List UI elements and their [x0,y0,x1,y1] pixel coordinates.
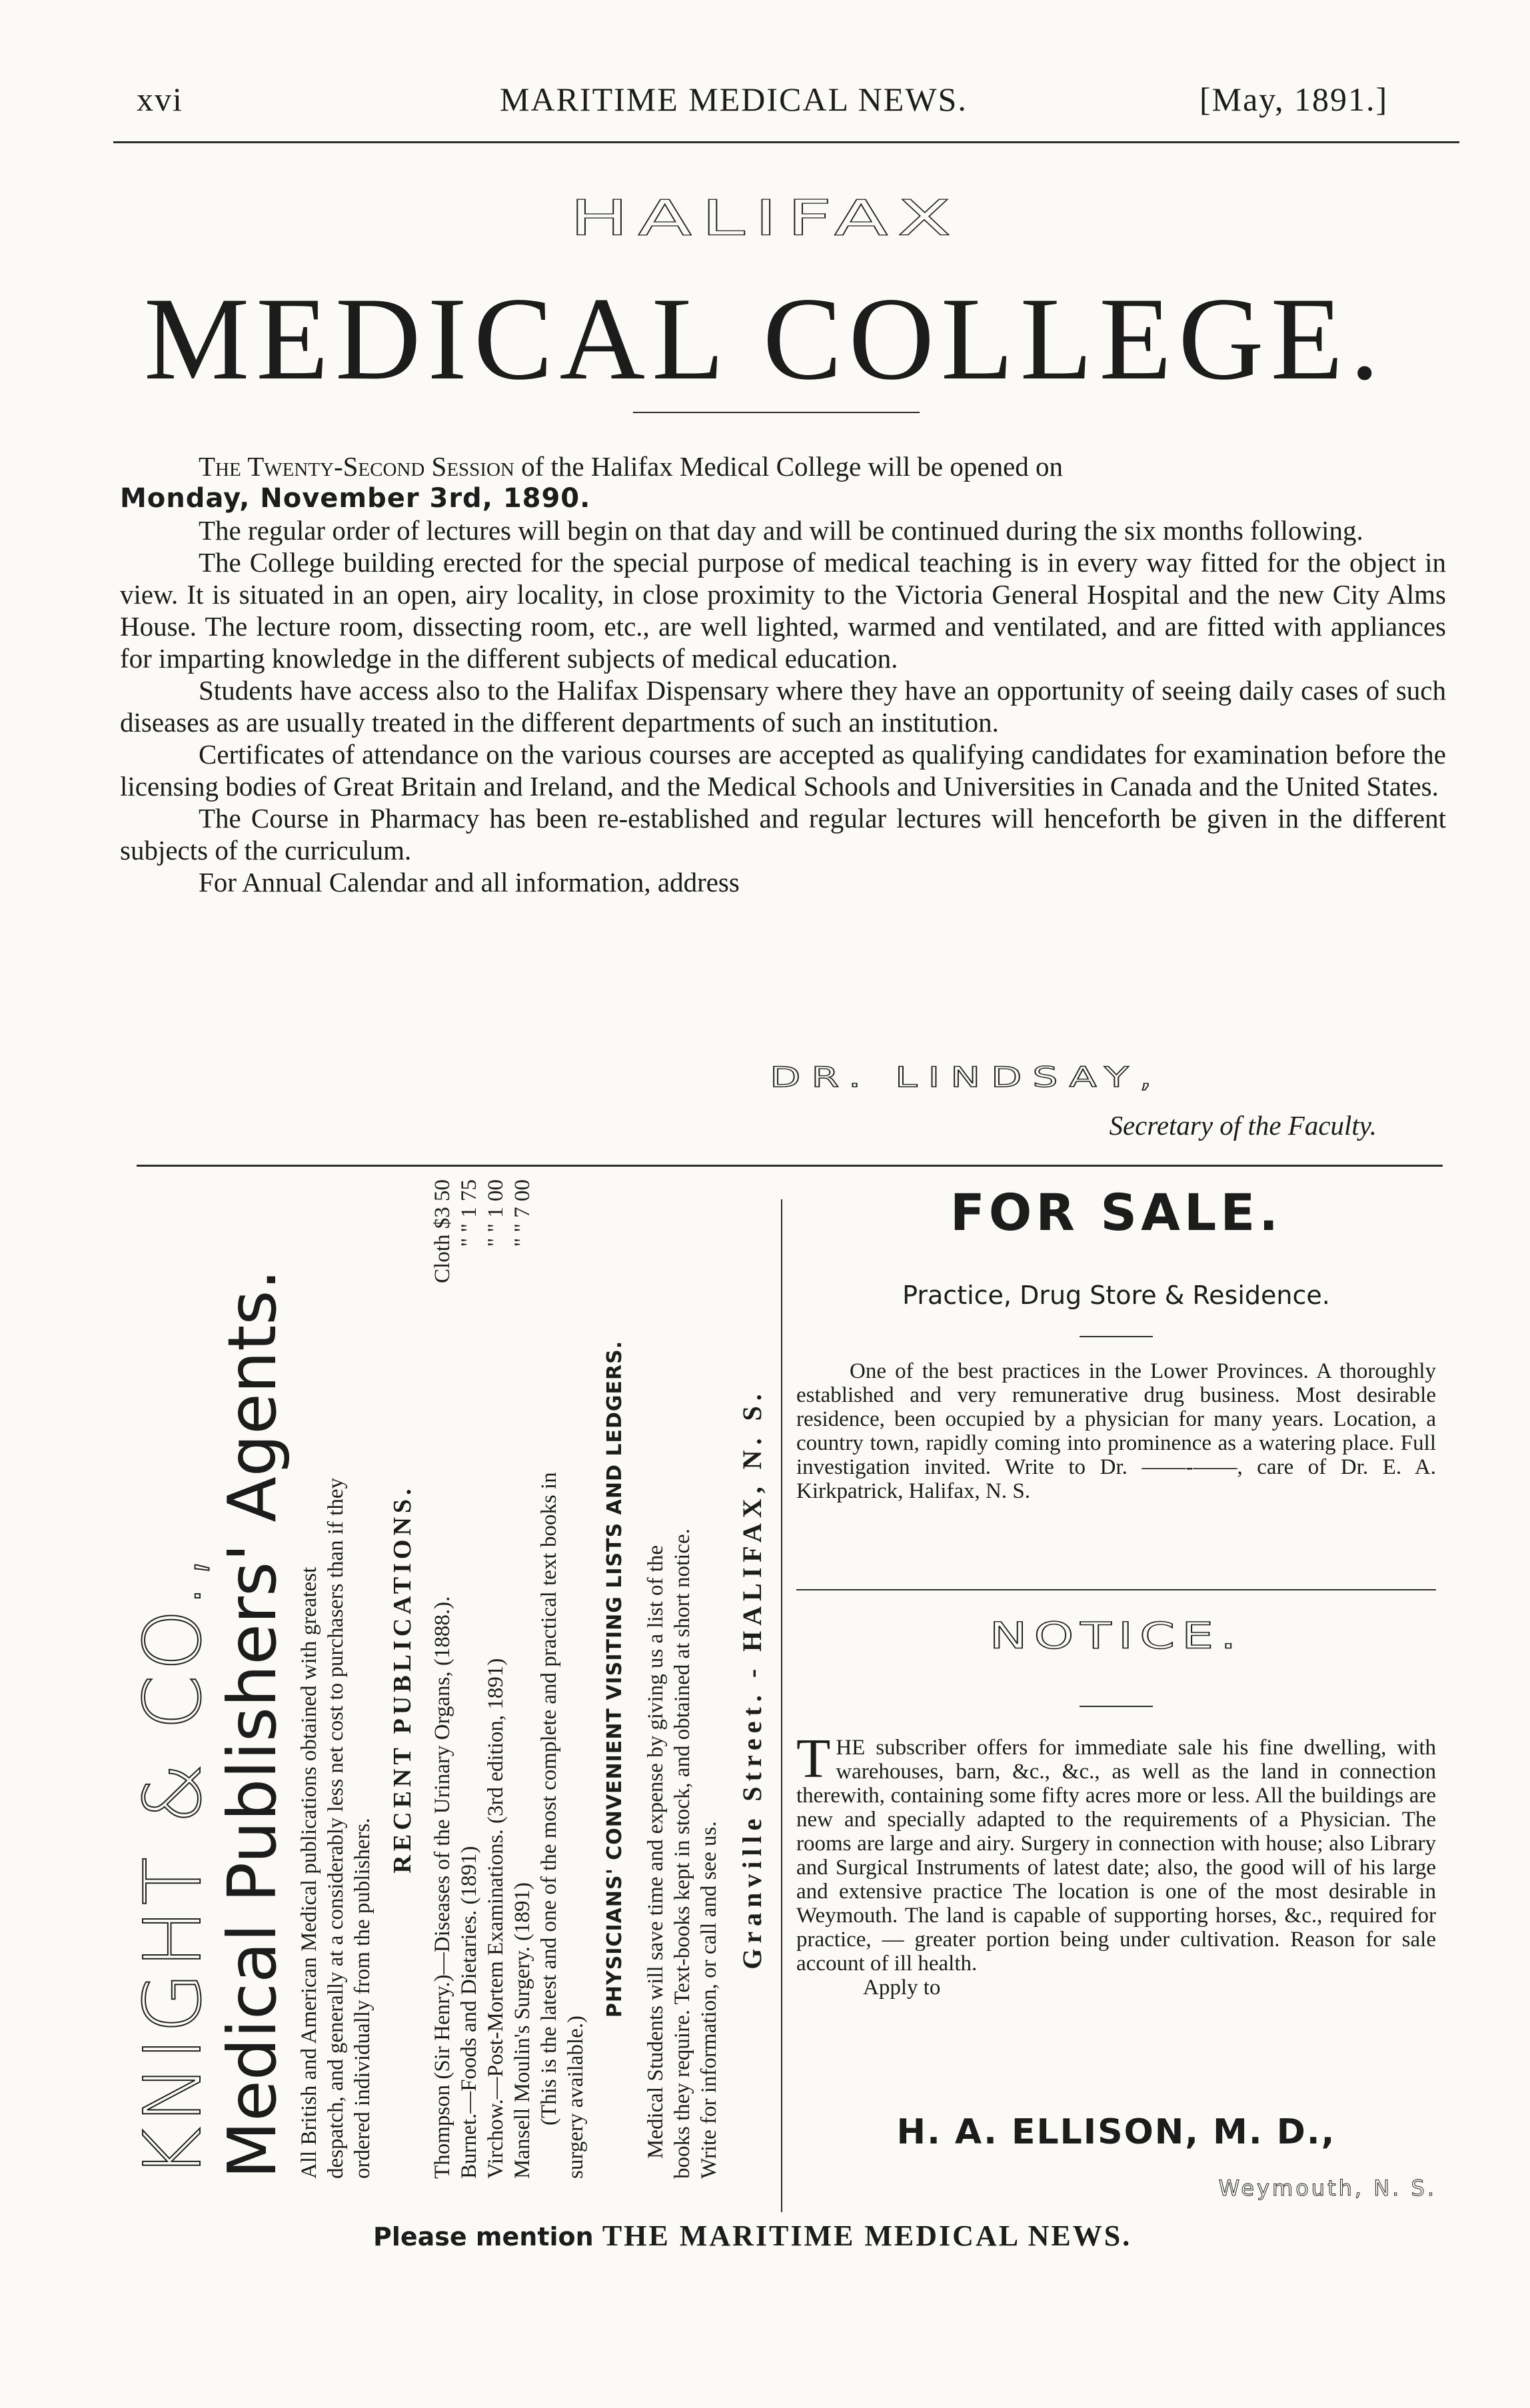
knight-tagline: Medical Publishers' Agents. [213,1269,291,2179]
knight-address: Granville Street. - HALIFAX, N. S. [737,1389,767,1970]
paragraph-building: The College building erected for the special purpose of medical teaching is in every way fitted for the object in view. It is situated in an open, airy locality, in close proximity to the Victoria General Hospital and the new City Alms House. The lecture room, dissecting room, etc., are well lighted, warmed and ventilated, and are fitted with appliances for imparting knowledge in the different subjects of medical education. [120,547,1446,674]
section-rule [137,1165,1443,1167]
session-text: of the Halifax Medical College will be opened on [514,451,1064,482]
students-note-3: Write for information, or call and see us. [697,1821,721,2179]
book-row [510,1179,535,2179]
mention-journal: THE MARITIME MEDICAL NEWS. [602,2219,1132,2252]
paragraph-pharmacy: The Course in Pharmacy has been re-established and regular lectures will henceforth be given in the different subjects of the curriculum. [120,803,1446,866]
mention-prefix: Please mention [373,2222,602,2251]
paragraph-dispensary: Students have access also to the Halifax Dispensary where they have an opportunity of seeing daily cases of such diseases as are usually treated in the different departments of such an institution. [120,675,1446,738]
medical-college-title: MEDICAL COLLEGE. [144,273,1386,404]
opening-date: Monday, November 3rd, 1890. [120,483,591,514]
knight-intro-1: All British and American Medical publications obtained with greatest [297,1566,321,2179]
notice-text: HE subscriber offers for immediate sale his fine dwelling, with warehouses, barn, &c., &c., as well as the land in connection therewith, containing some fifty acres more or less. All the buildings are new and specially adapted to the requirements of a Physician. The rooms are large and airy. Surgery in connection with house; also Library and Surgical Instruments of latest date; also, the good will of his large and extensive practice The location is one of the most desirable in Weymouth. The land is capable of supporting horses, &c., required for practice, — greater portion being under cultivation. Reason for sale account of ill health. [796,1736,1436,1976]
halifax-title: HALIFAX [569,189,961,247]
issue-date: [May, 1891.] [1199,81,1389,118]
signature-name: DR. LINDSAY, [770,1061,1163,1094]
book-title: Thompson (Sir Henry.)—Diseases of the Urinary Organs, (1888.). [430,1596,454,2179]
students-note-1: Medical Students will save time and expense by giving us a list of the [644,1544,668,2159]
knight-name: KNIGHT & CO., [127,1550,219,2179]
book-price: " " 1 75 [457,1179,481,1247]
for-sale-body: One of the best practices in the Lower Provinces. A thoroughly established and very remunerative drug business. Most desirable residence, been occupied by a physician for many years. Location, a country town, rapidly coming into prominence as a watering place. Full investigation invited. Write to Dr. ——-——, care of Dr. E. A. Kirkpatrick, Halifax, N. S. [796,1359,1436,1503]
book-row [483,1179,508,2179]
header-rule [113,141,1459,143]
books-note-2: surgery available.) [564,2016,588,2179]
for-sale-title: FOR SALE. [950,1183,1283,1242]
notice-divider [1080,1706,1153,1707]
book-price: " " 7 00 [510,1179,534,1247]
notice-signature: H. A. ELLISON, M. D., [896,2112,1336,2152]
paragraph-lectures: The regular order of lectures will begin on that day and will be continued during the six months following. [199,515,1363,546]
book-price: Cloth $3 50 [430,1179,454,1283]
book-title: Mansell Moulin's Surgery. (1891) [510,1882,534,2179]
paragraph-certificates: Certificates of attendance on the various courses are accepted as qualifying candidates for examination before the licensing bodies of Great Britain and Ireland, and the Medical Schools and Universities in Canada and the United States. [120,739,1446,802]
books-note-1: (This is the latest and one of the most complete and practical text books in [537,1472,561,2125]
notice-rule [796,1589,1436,1590]
knight-ad [127,1179,793,2179]
recent-publications-heading: RECENT PUBLICATIONS. [388,1485,416,1874]
notice-dropcap: T [796,1728,831,1790]
book-row [430,1179,455,2179]
notice-title: NOTICE. [989,1614,1243,1657]
knight-intro-3: ordered individually from the publishers. [351,1818,375,2179]
book-row [456,1179,482,2179]
running-title: MARITIME MEDICAL NEWS. [500,81,968,118]
page-number: xvi [137,81,183,118]
paragraph-session [120,450,1446,482]
footer-mention [373,2219,1132,2253]
apply-to: Apply to [863,1976,941,2000]
students-note-2: books they require. Text-books kept in stock, and obtained at short notice. [670,1528,694,2179]
session-name: The Twenty-Second Session [199,451,514,482]
notice-body [796,1728,1436,2000]
paragraph-address: For Annual Calendar and all information, address [199,867,740,898]
book-price: " " 1 00 [484,1179,508,1247]
signature-title: Secretary of the Faculty. [1109,1110,1377,1141]
for-sale-subtitle: Practice, Drug Store & Residence. [902,1281,1330,1310]
college-announcement [120,450,1446,898]
knight-intro-2: despatch, and generally at a considerably less net cost to purchasers than if they [324,1478,348,2179]
title-divider [633,412,920,413]
book-title: Burnet.—Foods and Dietaries. (1891) [457,1846,481,2179]
for-sale-divider [1080,1336,1153,1337]
book-title: Virchow.—Post-Mortem Examinations. (3rd edition, 1891) [484,1658,508,2179]
notice-place: Weymouth, N. S. [1218,2175,1437,2201]
ledgers-heading: PHYSICIANS' CONVENIENT VISITING LISTS AND LEDGERS. [603,1340,626,2018]
